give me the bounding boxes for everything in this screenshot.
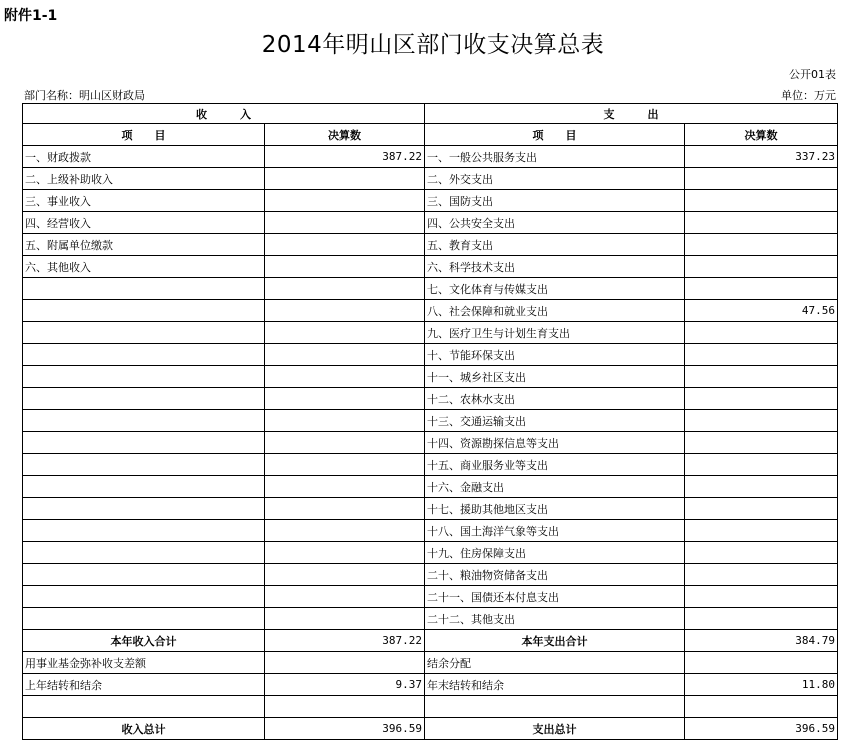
table-row [23,696,838,718]
expense-item-cell: 十二、农林水支出 [425,388,685,410]
expense-item-cell: 一、一般公共服务支出 [425,146,685,168]
income-section-header: 收 入 [23,104,425,124]
expense-amount-cell [685,190,838,212]
expense-item-cell: 年末结转和结余 [425,674,685,696]
expense-amount-cell [685,256,838,278]
expense-amount-cell: 47.56 [685,300,838,322]
table-row [23,586,838,608]
table-row [23,432,838,454]
expense-item-cell: 九、医疗卫生与计划生育支出 [425,322,685,344]
income-item-cell: 上年结转和结余 [23,674,265,696]
income-amount-cell [265,586,425,608]
income-amount-cell [265,608,425,630]
column-header-row [23,124,838,146]
income-item-cell: 二、上级补助收入 [23,168,265,190]
expense-item-header: 项 目 [425,124,685,146]
table-row [23,476,838,498]
expense-amount-cell [685,454,838,476]
income-item-cell: 六、其他收入 [23,256,265,278]
income-item-cell [23,498,265,520]
income-amount-cell [265,476,425,498]
income-amount-cell [265,520,425,542]
form-number: 公开01表 [789,68,836,81]
expense-amount-cell [685,608,838,630]
table-row [23,564,838,586]
income-amount-cell: 9.37 [265,674,425,696]
expense-total-amount: 396.59 [685,718,838,740]
expense-amount-cell [685,432,838,454]
department-name: 部门名称：明山区财政局 [24,89,145,102]
table-row [23,410,838,432]
expense-amount-cell [685,542,838,564]
attachment-label: 附件1-1 [4,8,58,24]
income-item-cell [23,520,265,542]
expense-amount-cell [685,344,838,366]
table-row [23,322,838,344]
income-subtotal-amount: 387.22 [265,630,425,652]
income-item-cell: 三、事业收入 [23,190,265,212]
income-item-cell [23,278,265,300]
income-amount-cell [265,696,425,718]
income-amount-cell [265,388,425,410]
expense-item-cell: 四、公共安全支出 [425,212,685,234]
expense-item-cell: 十四、资源勘探信息等支出 [425,432,685,454]
table-row [23,212,838,234]
income-item-cell [23,366,265,388]
table-row [23,388,838,410]
expense-amount-cell [685,388,838,410]
expense-section-header: 支 出 [425,104,838,124]
table-row [23,608,838,630]
income-amount-cell [265,234,425,256]
table-row [23,278,838,300]
table-row [23,498,838,520]
income-item-cell [23,542,265,564]
income-item-cell [23,696,265,718]
income-amount-cell [265,278,425,300]
income-amount-cell [265,542,425,564]
income-amount-cell [265,344,425,366]
expense-item-cell: 二十二、其他支出 [425,608,685,630]
expense-item-cell: 二十、粮油物资储备支出 [425,564,685,586]
expense-item-cell: 二、外交支出 [425,168,685,190]
table-row [23,256,838,278]
table-row [23,234,838,256]
expense-amount-cell [685,322,838,344]
table-row [23,542,838,564]
income-item-cell [23,564,265,586]
expense-amount-cell: 337.23 [685,146,838,168]
income-amount-cell [265,190,425,212]
expense-amount-cell [685,234,838,256]
budget-table [22,103,838,740]
income-amount-cell [265,212,425,234]
expense-item-cell: 十三、交通运输支出 [425,410,685,432]
expense-item-cell: 三、国防支出 [425,190,685,212]
income-amount-cell [265,366,425,388]
expense-subtotal-label: 本年支出合计 [425,630,685,652]
expense-item-cell [425,696,685,718]
expense-amount-cell [685,278,838,300]
income-item-cell: 用事业基金弥补收支差额 [23,652,265,674]
income-item-cell [23,344,265,366]
income-item-cell [23,476,265,498]
expense-item-cell: 十六、金融支出 [425,476,685,498]
income-item-cell [23,432,265,454]
income-amount-cell [265,256,425,278]
page-title: 2014年明山区部门收支决算总表 [261,32,605,58]
total-row [23,718,838,740]
expense-item-cell: 十七、援助其他地区支出 [425,498,685,520]
income-total-amount: 396.59 [265,718,425,740]
table-row [23,366,838,388]
income-amount-cell [265,322,425,344]
expense-item-cell: 十八、国土海洋气象等支出 [425,520,685,542]
income-amount-header: 决算数 [265,124,425,146]
income-amount-cell [265,410,425,432]
expense-item-cell: 十一、城乡社区支出 [425,366,685,388]
income-item-cell [23,300,265,322]
income-item-cell [23,586,265,608]
unit-label: 单位：万元 [781,89,836,102]
table-row [23,344,838,366]
income-item-cell: 一、财政拨款 [23,146,265,168]
expense-item-cell: 七、文化体育与传媒支出 [425,278,685,300]
expense-item-cell: 十五、商业服务业等支出 [425,454,685,476]
expense-amount-cell [685,476,838,498]
expense-amount-cell [685,696,838,718]
expense-item-cell: 十九、住房保障支出 [425,542,685,564]
expense-amount-cell [685,652,838,674]
section-header-row [23,104,838,124]
table-row [23,454,838,476]
income-amount-cell [265,454,425,476]
expense-item-cell: 二十一、国债还本付息支出 [425,586,685,608]
income-subtotal-label: 本年收入合计 [23,630,265,652]
income-item-cell [23,454,265,476]
table-row [23,146,838,168]
expense-item-cell: 结余分配 [425,652,685,674]
table-row [23,652,838,674]
expense-amount-cell [685,586,838,608]
income-item-cell [23,322,265,344]
income-item-cell [23,388,265,410]
income-amount-cell: 387.22 [265,146,425,168]
expense-amount-cell [685,520,838,542]
income-amount-cell [265,168,425,190]
expense-amount-cell [685,498,838,520]
income-amount-cell [265,652,425,674]
income-amount-cell [265,564,425,586]
expense-amount-cell [685,410,838,432]
expense-item-cell: 八、社会保障和就业支出 [425,300,685,322]
income-item-header: 项 目 [23,124,265,146]
expense-item-cell: 十、节能环保支出 [425,344,685,366]
expense-amount-cell [685,168,838,190]
subtotal-row [23,630,838,652]
income-item-cell [23,410,265,432]
income-amount-cell [265,498,425,520]
table-row [23,190,838,212]
expense-amount-cell [685,564,838,586]
expense-amount-cell [685,212,838,234]
income-amount-cell [265,432,425,454]
income-item-cell: 五、附属单位缴款 [23,234,265,256]
expense-amount-cell [685,366,838,388]
expense-item-cell: 五、教育支出 [425,234,685,256]
table-row [23,300,838,322]
income-amount-cell [265,300,425,322]
expense-amount-cell: 11.80 [685,674,838,696]
table-row [23,168,838,190]
expense-subtotal-amount: 384.79 [685,630,838,652]
expense-amount-header: 决算数 [685,124,838,146]
income-item-cell: 四、经营收入 [23,212,265,234]
income-total-label: 收入总计 [23,718,265,740]
expense-item-cell: 六、科学技术支出 [425,256,685,278]
income-item-cell [23,608,265,630]
table-row [23,674,838,696]
table-row [23,520,838,542]
expense-total-label: 支出总计 [425,718,685,740]
